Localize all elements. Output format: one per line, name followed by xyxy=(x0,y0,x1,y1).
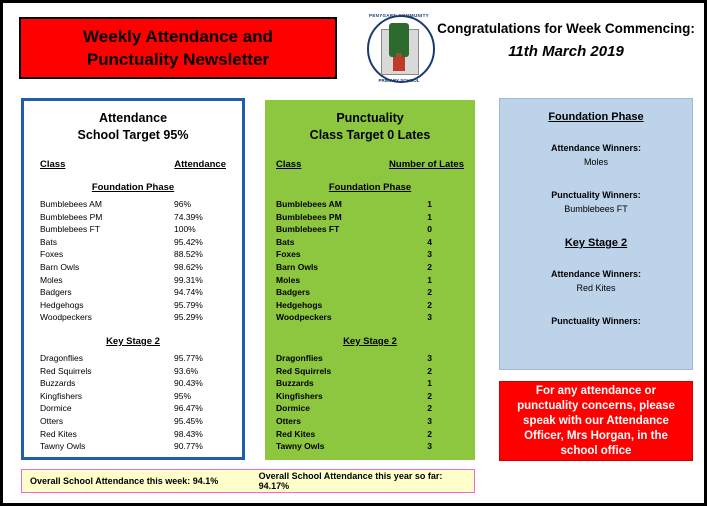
row-class: Moles xyxy=(40,274,63,285)
row-value: 4 xyxy=(427,236,432,247)
table-row xyxy=(24,428,242,441)
row-class: Bats xyxy=(276,236,295,247)
row-value: 1 xyxy=(427,274,432,285)
table-row xyxy=(24,440,242,453)
punctuality-col-value: Number of Lates xyxy=(389,159,464,170)
row-value: 99.31% xyxy=(174,274,203,285)
row-class: Buzzards xyxy=(40,378,76,389)
table-row xyxy=(266,286,474,299)
table-row xyxy=(24,274,242,287)
row-value: 96% xyxy=(174,199,192,209)
row-class: Bumblebees AM xyxy=(40,199,102,209)
row-class: Red Kites xyxy=(276,428,316,439)
punctuality-heading-block xyxy=(266,101,474,144)
attendance-concerns-notice xyxy=(499,381,693,461)
punctuality-heading: Punctuality xyxy=(336,111,404,125)
row-class: Tawny Owls xyxy=(40,441,86,452)
table-row xyxy=(266,274,474,287)
table-row xyxy=(24,402,242,415)
row-class: Kingfishers xyxy=(276,390,323,401)
table-row xyxy=(24,211,242,224)
punctuality-panel xyxy=(265,100,475,460)
newsletter-title-box xyxy=(19,17,337,79)
row-value: 88.52% xyxy=(174,249,203,260)
table-row xyxy=(266,440,474,453)
row-class: Dormice xyxy=(276,403,311,414)
row-value: 1 xyxy=(427,211,432,222)
row-class: Foxes xyxy=(276,249,301,260)
attendance-col-value: Attendance xyxy=(174,159,226,170)
row-value: 2 xyxy=(427,365,432,376)
row-value: 2 xyxy=(427,261,432,272)
attendance-col-class: Class xyxy=(40,159,66,170)
row-value: 95.77% xyxy=(174,352,203,363)
row-class: Badgers xyxy=(40,287,72,298)
congratulations-line: Congratulations for Week Commencing: xyxy=(437,21,695,36)
row-class: Bumblebees FT xyxy=(276,224,340,235)
row-value: 3 xyxy=(427,352,432,363)
row-value: 98.43% xyxy=(174,428,203,439)
fp-punctuality-winner-label: Punctuality Winners: xyxy=(551,190,641,200)
row-value: 0 xyxy=(427,224,432,235)
row-value: 74.39% xyxy=(174,211,203,222)
row-class: Woodpeckers xyxy=(276,312,332,323)
row-value: 95.29% xyxy=(174,312,203,323)
table-row xyxy=(266,223,474,236)
title-line-1: Weekly Attendance and xyxy=(83,27,273,46)
overall-attendance-footer xyxy=(21,469,475,493)
fp-punctuality-winner-value: Bumblebees FT xyxy=(564,204,628,214)
punctuality-column-headers xyxy=(266,159,474,170)
row-class: Red Squirrels xyxy=(40,365,92,376)
table-row xyxy=(266,428,474,441)
row-value: 2 xyxy=(427,390,432,401)
row-class: Bumblebees PM xyxy=(276,211,342,222)
table-row xyxy=(24,311,242,324)
ks2-attendance-winner-value: Red Kites xyxy=(576,283,616,293)
row-value: 3 xyxy=(427,249,432,260)
school-logo-icon xyxy=(363,13,435,87)
row-class: Badgers xyxy=(276,287,311,298)
attendance-heading: Attendance xyxy=(98,111,168,125)
attendance-heading-block xyxy=(24,101,242,144)
row-class: Dragonflies xyxy=(40,352,83,363)
row-value: 1 xyxy=(427,199,432,209)
row-class: Red Kites xyxy=(40,428,77,439)
row-class: Moles xyxy=(276,274,301,285)
punctuality-foundation-rows xyxy=(266,198,474,324)
fp-attendance-winner-value: Moles xyxy=(583,157,608,167)
table-row xyxy=(24,248,242,261)
row-class: Woodpeckers xyxy=(40,312,92,323)
row-value: 95.79% xyxy=(174,299,203,310)
table-row xyxy=(266,415,474,428)
table-row xyxy=(266,352,474,365)
row-class: Dragonflies xyxy=(276,352,323,363)
table-row xyxy=(266,299,474,312)
attendance-foundation-rows xyxy=(24,198,242,324)
table-row xyxy=(24,365,242,378)
row-class: Bumblebees FT xyxy=(40,224,100,235)
table-row xyxy=(24,223,242,236)
row-class: Barn Owls xyxy=(276,261,319,272)
row-class: Hedgehogs xyxy=(276,299,323,310)
row-class: Otters xyxy=(276,415,302,426)
ks2-punctuality-winner-block xyxy=(500,314,692,328)
row-class: Bats xyxy=(40,236,58,247)
row-class: Otters xyxy=(40,415,64,426)
row-class: Bumblebees PM xyxy=(40,211,103,222)
overall-attendance-week: Overall School Attendance this week: 94.1% xyxy=(30,476,219,486)
table-row xyxy=(24,286,242,299)
table-row xyxy=(24,236,242,249)
row-class: Foxes xyxy=(40,249,64,260)
winners-ks2-title: Key Stage 2 xyxy=(564,237,628,249)
row-class: Kingfishers xyxy=(40,390,83,401)
logo-bottom-text: PRIMARY SCHOOL xyxy=(378,78,420,83)
table-row xyxy=(266,248,474,261)
table-row xyxy=(266,198,474,211)
week-commencing-date: 11th March 2019 xyxy=(508,43,624,60)
table-row xyxy=(266,261,474,274)
table-row xyxy=(266,211,474,224)
attendance-ks2-rows xyxy=(24,352,242,453)
winners-foundation-title: Foundation Phase xyxy=(548,111,644,123)
punctuality-subheading: Class Target 0 Lates xyxy=(309,128,431,142)
punctuality-col-class: Class xyxy=(276,159,302,170)
row-value: 93.6% xyxy=(174,365,199,376)
punctuality-section-heading: Foundation Phase xyxy=(328,182,412,193)
punctuality-ks2-rows xyxy=(266,352,474,453)
row-value: 1 xyxy=(427,378,432,389)
row-value: 3 xyxy=(427,441,432,452)
row-value: 2 xyxy=(427,428,432,439)
table-row xyxy=(266,311,474,324)
table-row xyxy=(24,261,242,274)
table-row xyxy=(24,299,242,312)
fp-punctuality-winner-block xyxy=(500,188,692,217)
congratulations-block xyxy=(437,19,695,65)
ks2-punctuality-winner-label: Punctuality Winners: xyxy=(551,316,641,326)
row-value: 95.42% xyxy=(174,236,203,247)
row-value: 3 xyxy=(427,415,432,426)
logo-top-text: PENYGARN COMMUNITY xyxy=(369,13,429,18)
row-value: 94.74% xyxy=(174,287,203,298)
fp-attendance-winner-block xyxy=(500,141,692,170)
table-row xyxy=(24,198,242,211)
table-row xyxy=(266,365,474,378)
winners-panel xyxy=(499,98,693,370)
row-value: 90.77% xyxy=(174,441,203,452)
fp-attendance-winner-label: Attendance Winners: xyxy=(551,143,641,153)
attendance-section-heading: Key Stage 2 xyxy=(106,335,160,347)
table-row xyxy=(24,352,242,365)
table-row xyxy=(24,377,242,390)
table-row xyxy=(24,390,242,403)
row-class: Tawny Owls xyxy=(276,441,325,452)
logo-tree-icon xyxy=(389,23,409,57)
concerns-text: For any attendance or punctuality concerns, please speak with our Attendance Officer, Mrs Horgan, in the school office xyxy=(517,384,675,457)
title-line-2: Punctuality Newsletter xyxy=(86,50,270,69)
header xyxy=(13,11,698,89)
row-value: 3 xyxy=(427,312,432,323)
row-value: 2 xyxy=(427,299,432,310)
ks2-attendance-winner-label: Attendance Winners: xyxy=(551,269,641,279)
row-class: Buzzards xyxy=(276,378,314,389)
row-class: Dormice xyxy=(40,403,72,414)
table-row xyxy=(266,390,474,403)
table-row xyxy=(24,415,242,428)
row-value: 96.47% xyxy=(174,403,203,414)
table-row xyxy=(266,402,474,415)
row-value: 95% xyxy=(174,390,192,401)
attendance-panel xyxy=(21,98,245,460)
table-row xyxy=(266,236,474,249)
logo-door xyxy=(393,57,405,71)
row-class: Hedgehogs xyxy=(40,299,84,310)
row-class: Barn Owls xyxy=(40,261,80,272)
row-value: 90.43% xyxy=(174,378,203,389)
ks2-attendance-winner-block xyxy=(500,267,692,296)
row-value: 2 xyxy=(427,287,432,298)
overall-attendance-year: Overall School Attendance this year so far: 94.17% xyxy=(258,471,443,491)
punctuality-section-heading: Key Stage 2 xyxy=(343,335,397,347)
row-class: Red Squirrels xyxy=(276,365,332,376)
attendance-section-heading: Foundation Phase xyxy=(91,182,175,193)
row-value: 2 xyxy=(427,403,432,414)
row-value: 95.45% xyxy=(174,415,203,426)
row-value: 98.62% xyxy=(174,261,203,272)
row-value: 100% xyxy=(174,224,196,235)
attendance-subheading: School Target 95% xyxy=(77,128,189,142)
table-row xyxy=(266,377,474,390)
row-class: Bumblebees AM xyxy=(276,199,342,209)
attendance-column-headers xyxy=(24,159,242,170)
